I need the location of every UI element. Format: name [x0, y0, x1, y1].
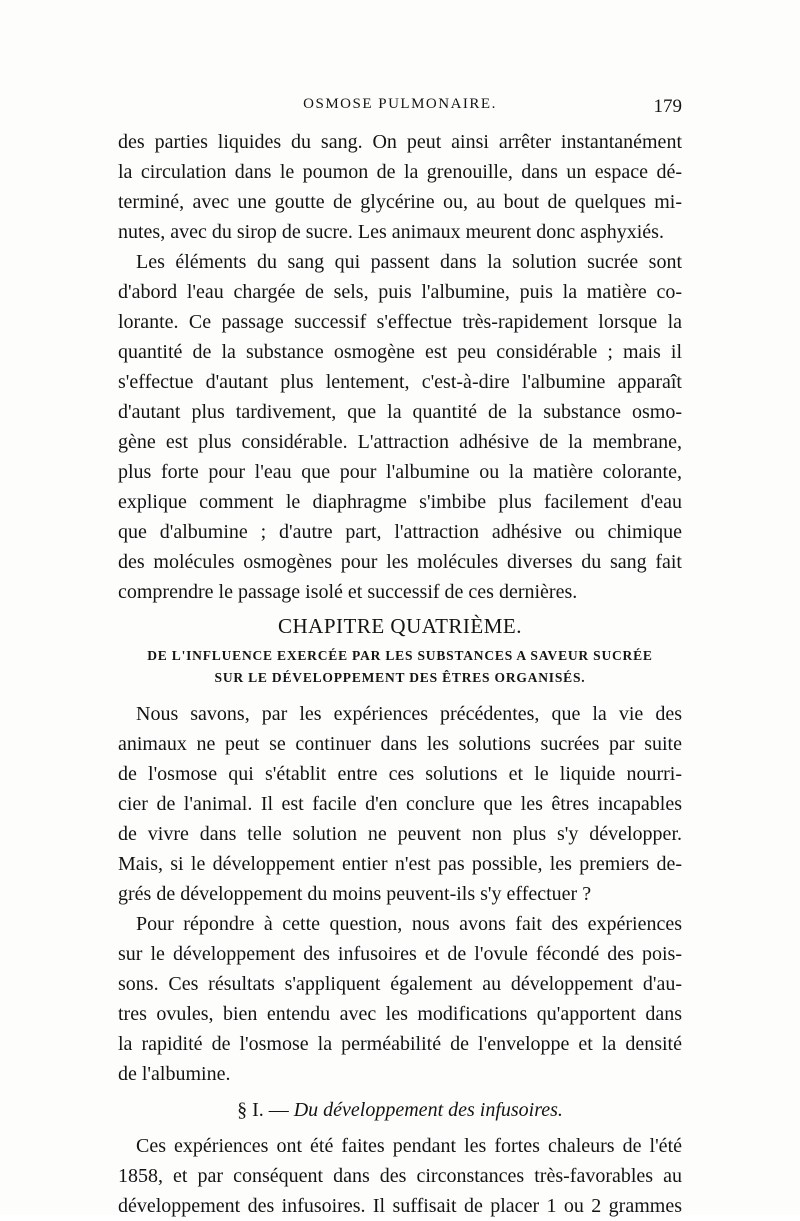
- text-line: animaux ne peut se continuer dans les solutions sucrées par suite: [118, 733, 682, 755]
- chapter-subtitle-line-1: DE L'INFLUENCE EXERCÉE PAR LES SUBSTANCES A SAVEUR SUCRÉE: [147, 648, 653, 663]
- text-line: terminé, avec une goutte de glycérine ou, au bout de quelques mi-: [118, 191, 682, 213]
- text-line: la circulation dans le poumon de la grenouille, dans un espace dé-: [118, 161, 682, 183]
- text-line: explique comment le diaphragme s'imbibe plus facilement d'eau: [118, 491, 682, 513]
- text-line: nutes, avec du sirop de sucre. Les animaux meurent donc asphyxiés.: [118, 221, 664, 243]
- text-line: Ces expériences ont été faites pendant les fortes chaleurs de l'été: [136, 1135, 682, 1157]
- text-line: tres ovules, bien entendu avec les modifications qu'apportent dans: [118, 1003, 682, 1025]
- paragraph-4: [118, 909, 682, 1089]
- text-line: des molécules osmogènes pour les molécules diverses du sang fait: [118, 551, 682, 573]
- text-line: Mais, si le développement entier n'est pas possible, les premiers de-: [118, 853, 682, 875]
- text-line: Nous savons, par les expériences précédentes, que la vie des: [136, 703, 682, 725]
- text-line: la rapidité de l'osmose la perméabilité de l'enveloppe et la densité: [118, 1033, 682, 1055]
- text-line: des parties liquides du sang. On peut ainsi arrêter instantanément: [118, 131, 682, 153]
- text-line: de l'osmose qui s'établit entre ces solutions et le liquide nourri-: [118, 763, 682, 785]
- chapter-title: CHAPITRE QUATRIÈME.: [278, 614, 522, 638]
- running-head-title: OSMOSE PULMONAIRE.: [303, 96, 497, 112]
- page-number: 179: [653, 96, 682, 117]
- text-line: comprendre le passage isolé et successif de ces dernières.: [118, 581, 578, 603]
- section-title: Du développement des infusoires.: [293, 1099, 563, 1121]
- spacer: [118, 689, 682, 699]
- text-line: sur le développement des infusoires et de l'ovule fécondé des pois-: [118, 943, 682, 965]
- text-line: s'effectue d'autant plus lentement, c'est-à-dire l'albumine apparaît: [118, 371, 682, 393]
- text-line: grés de développement du moins peuvent-ils s'y effectuer ?: [118, 883, 592, 905]
- text-line: Pour répondre à cette question, nous avons fait des expériences: [136, 913, 682, 935]
- text-line: plus forte pour l'eau que pour l'albumine ou la matière colorante,: [118, 461, 682, 483]
- chapter-subtitle-line-2: SUR LE DÉVELOPPEMENT DES ÊTRES ORGANISÉS.: [214, 670, 586, 685]
- text-line: quantité de la substance osmogène est peu considérable ; mais il: [118, 341, 682, 363]
- running-head: [118, 96, 682, 118]
- text-line: de l'albumine.: [118, 1063, 231, 1085]
- text-line: de vivre dans telle solution ne peuvent non plus s'y développer.: [118, 823, 682, 845]
- text-line: Les éléments du sang qui passent dans la solution sucrée sont: [136, 251, 682, 273]
- text-line: développement des infusoires. Il suffisait de placer 1 ou 2 grammes: [118, 1195, 682, 1217]
- text-line: 1858, et par conséquent dans des circonstances très-favorables au: [118, 1165, 682, 1187]
- paragraph-5: [118, 1131, 682, 1221]
- body-text: [118, 127, 682, 1221]
- text-line: cier de l'animal. Il est facile d'en conclure que les êtres incapables: [118, 793, 682, 815]
- text-line: d'autant plus tardivement, que la quantité de la substance osmo-: [118, 401, 682, 423]
- text-line: sons. Ces résultats s'appliquent également au développement d'au-: [118, 973, 682, 995]
- text-line: gène est plus considérable. L'attraction adhésive de la membrane,: [118, 431, 682, 453]
- paragraph-1: [118, 127, 682, 247]
- paragraph-3: [118, 699, 682, 909]
- text-line: d'abord l'eau chargée de sels, puis l'albumine, puis la matière co-: [118, 281, 682, 303]
- text-line: lorante. Ce passage successif s'effectue très-rapidement lorsque la: [118, 311, 682, 333]
- text-line: que d'albumine ; d'autre part, l'attraction adhésive ou chimique: [118, 521, 682, 543]
- paragraph-2: [118, 247, 682, 607]
- section-heading: [118, 1095, 682, 1131]
- section-number: § I. —: [237, 1099, 289, 1121]
